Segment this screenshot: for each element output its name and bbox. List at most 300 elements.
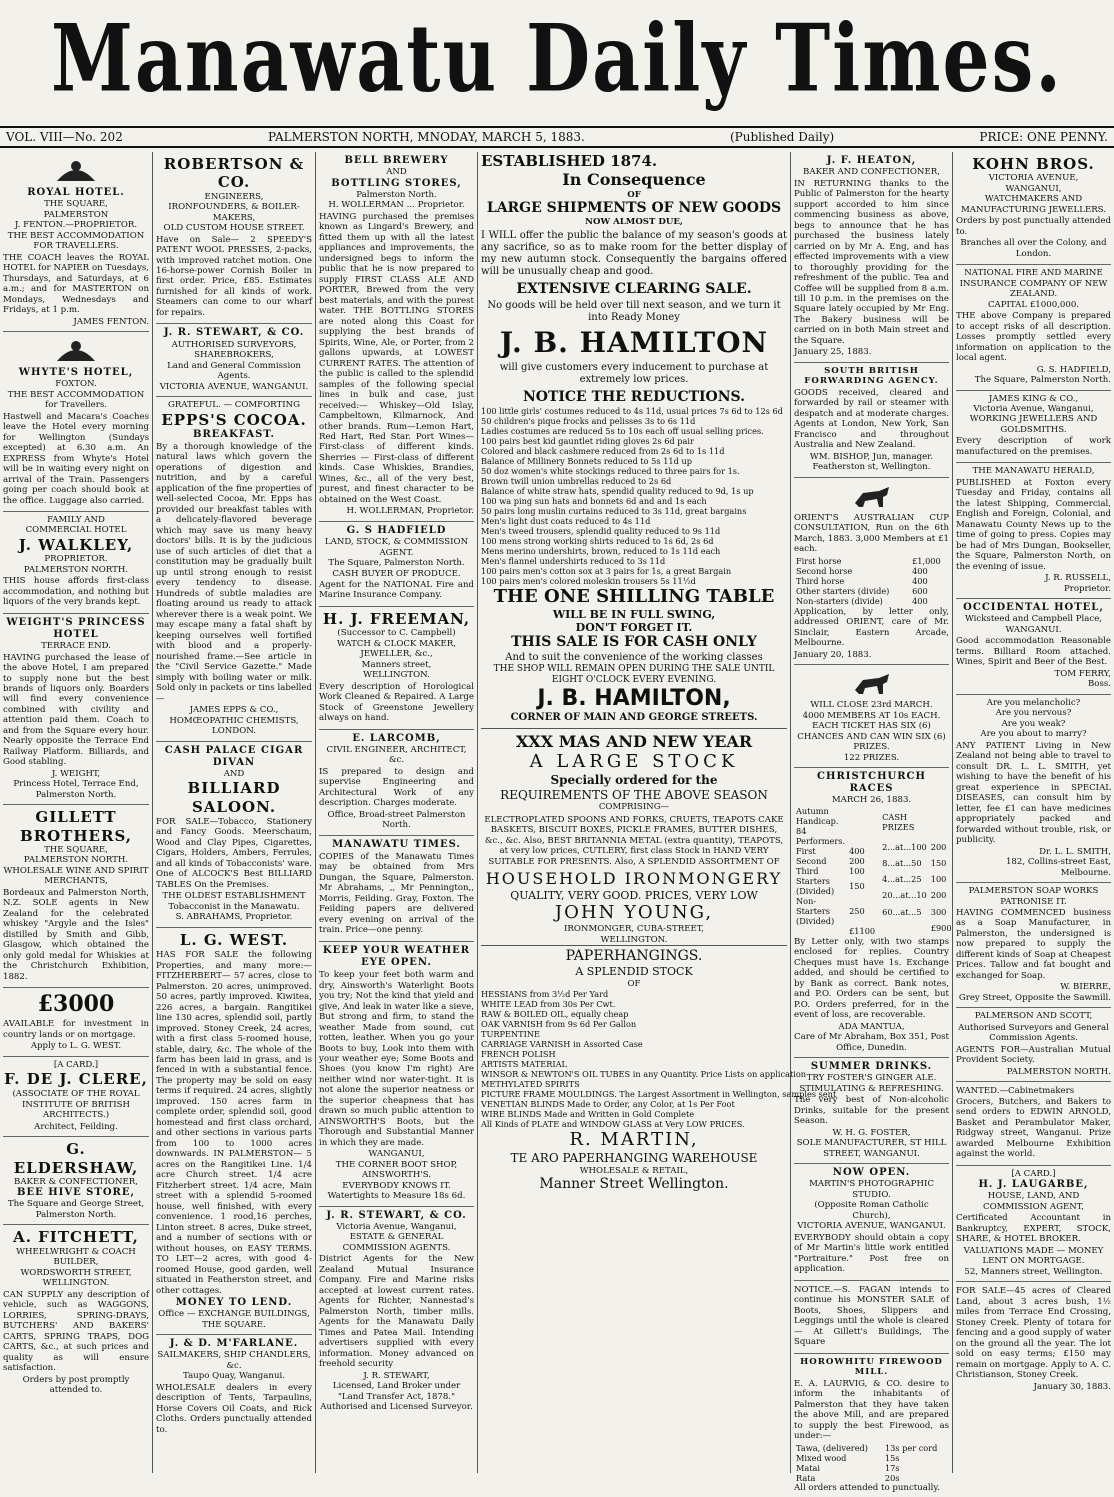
- table-cell: Non-starters (divide): [796, 595, 883, 606]
- ad-body: Hastwell and Macara's Coaches leave the Hotel every morning for Wellington (Sundays excepted) at 6.30 a.m. An EXPRESS from Whyte's Hotel will be in waiting every night on arrival of the Train. Passengers going per coach should book at the office. Luggage also carried.: [3, 411, 149, 506]
- ad-signature: J. R. RUSSELL,: [1045, 573, 1111, 584]
- ad-title: G. S HADFIELD: [346, 524, 447, 536]
- ad-kohn-bros: [956, 152, 1111, 265]
- ad-signature: Dr. L. L. SMITH,: [1039, 846, 1111, 857]
- ad-title: ROYAL HOTEL.: [27, 187, 125, 198]
- ad-proprietor: J. FENTON.—PROPRIETOR.: [14, 220, 138, 231]
- ad-title: BOTTLING STORES,: [331, 177, 462, 189]
- ad-subtitle: WELLINGTON.: [363, 670, 430, 681]
- ad-body: FOR SALE—Tobacco, Stationery and Fancy Goods. Meerschaum, Wood and Clay Pipes, Cigarettes, Cigars, Holders, Ambers, Ferrules, and all kinds of Tobacconists' ware. One of ALCOCK'S Best BILLIARD TABLES On the Premises.: [156, 817, 312, 890]
- table-row: [794, 1453, 949, 1463]
- list-item: CARRIAGE VARNISH in Assorted Case: [481, 1039, 643, 1050]
- table-cell: Third: [796, 865, 819, 876]
- ad-title: J. & D. M'FARLANE.: [169, 1338, 299, 1350]
- table-row: [794, 596, 949, 606]
- ad-body: PUBLISHED at Foxton every Tuesday and Friday, contains all the latest Shipping, Commercial, English and Foreign, Colonial, and Manawatu County News up to the time of going to press. Copies may be had of Mrs Dungan, Bookseller, the Square, Palmerston North, on the evening of issue.: [956, 477, 1111, 572]
- ad-subtitle: WORDSWORTH STREET, WELLINGTON.: [20, 1267, 132, 1289]
- ad-subtitle: And to suit the convenience of the working classes: [505, 651, 763, 663]
- volume-number: VOL. VIII—No. 202: [6, 130, 123, 144]
- ad-subtitle: WHOLESALE WINE AND SPIRIT MERCHANTS,: [3, 865, 149, 887]
- ad-footer: Office — EXCHANGE BUILDINGS, THE SQUARE.: [158, 1309, 310, 1330]
- table-row: [794, 896, 877, 926]
- ad-fagan-notice: [794, 1281, 949, 1354]
- ad-signature: Featherston st, Wellington.: [812, 462, 931, 473]
- ad-body: To keep your feet both warm and dry, Ainsworth's Waterlight Boots you try; Not the kind that yield and give, And leak in water like a sieve, But strong and firm, to stand the weather Made from sound, cut rotten, leather. When you go your Boots to buy, Look into them with your weather eye; Some Boots and Shoes (you know I'm right) Are neither wind nor water-tight. It is not alone the superior neatness or the superior cheapness that has drawn so much public attention to AINSWORTH'S Boots, but the Thorough and Substantial Manner in which they are made.: [319, 970, 474, 1148]
- ad-subtitle: THE SQUARE,: [44, 199, 108, 210]
- table-row: [880, 838, 953, 854]
- ad-title: H. J. FREEMAN,: [322, 609, 471, 628]
- ad-sweep: [794, 665, 949, 768]
- list-item: Balance of white straw hats, spendid quality reduced to 9d, 1s up: [481, 485, 754, 496]
- ad-subtitle: BAKER & CONFECTIONER,: [14, 1176, 138, 1187]
- ad-footer: EVERYBODY KNOWS IT. Watertights to Measure 18s 6d.: [327, 1180, 466, 1202]
- ad-subtitle: VICTORIA AVENUE, WANGANUI.: [797, 1221, 946, 1232]
- published-note: (Published Daily): [729, 130, 835, 144]
- ad-gillett: [3, 805, 149, 988]
- ad-subtitle: Specially ordered for the: [550, 773, 718, 788]
- ad-subtitle: THE BEST ACCOMMODATION FOR TRAVELLERS.: [7, 230, 145, 252]
- ad-subtitle: WILL CLOSE 23rd MARCH.: [810, 700, 933, 711]
- price-table: [794, 1443, 949, 1483]
- list-item: ARTISTS MATERIAL: [481, 1059, 567, 1070]
- list-item: HESSIANS from 3½d Per Yard: [481, 989, 609, 1000]
- ad-title: HOROWHITU FIREWOOD MILL.: [800, 1356, 943, 1378]
- ad-subtitle: OF: [627, 189, 641, 200]
- ad-signature: Apply to L. G. WEST.: [30, 1041, 122, 1052]
- ad-signature: SOLE MANUFACTURER, ST HILL STREET, WANGANUI.: [796, 1138, 947, 1159]
- table-row: [794, 806, 877, 846]
- table-cell: First: [796, 845, 816, 856]
- list-item: Colored and black cashmere reduced from 2s 6d to 1s 11d: [481, 445, 725, 456]
- dateline: [0, 126, 1114, 148]
- ad-headline: HOUSEHOLD IRONMONGERY: [485, 869, 783, 889]
- ad-title: KEEP YOUR WEATHER EYE OPEN.: [322, 944, 471, 968]
- ad-firewood-mill: [794, 1354, 949, 1497]
- ad-title: J. F. HEATON,: [826, 155, 917, 166]
- ad-subtitle: VICTORIA AVENUE, WANGANUI.: [159, 381, 309, 392]
- ad-subtitle: Victoria Avenue, Wanganui,: [336, 1221, 457, 1232]
- list-item: WIRE BLINDS Made and Written in Gold Complete: [481, 1109, 695, 1120]
- ad-footer: All orders attended to punctually.: [794, 1482, 940, 1493]
- ad-title: JAMES KING & CO.,: [988, 393, 1079, 404]
- table-cell: [929, 806, 954, 839]
- ad-subtitle: REQUIREMENTS OF THE ABOVE SEASON: [500, 787, 768, 802]
- ad-royal-hotel: [3, 152, 149, 332]
- list-item: WHITE LEAD from 30s Per Cwt.: [481, 999, 616, 1010]
- ad-subtitle: Victoria Avenue, Wanganui,: [973, 403, 1094, 414]
- list-item: Ladies costumes are reduced 5s to 10s each off usual selling prices.: [481, 425, 764, 436]
- ad-body: CAN SUPPLY any description of vehicle, such as WAGGONS, LORRIES, SPRING-DRAYS, BUTCHERS' AND BAKERS' CARTS, SPRING TRAPS, DOG CARTS, &c., at such prices and quality as will ensure satisfaction.: [3, 1289, 149, 1374]
- ad-label: [A CARD.]: [1011, 1168, 1056, 1179]
- paperhanging-stock-list: [481, 989, 837, 1130]
- ad-headline: THIS SALE IS FOR CASH ONLY: [511, 634, 757, 651]
- ad-stewart: [156, 324, 312, 397]
- ad-signature: ADA MANTUA,: [838, 1021, 905, 1032]
- ad-subtitle: 122 PRIZES.: [843, 752, 900, 763]
- ad-subtitle: FAMILY AND: [47, 515, 105, 525]
- ad-subtitle: THE OLDEST ESTABLISHMENT Tobacconist in the Manawatu.: [162, 891, 306, 912]
- ad-headline: A LARGE STOCK: [529, 751, 739, 773]
- ad-orient-cup: [794, 478, 949, 665]
- list-item: RAW & BOILED OIL, equally cheap: [481, 1009, 629, 1020]
- ad-body: Land and General Commission Agents.: [167, 360, 301, 382]
- ad-subtitle: WANGANUI,: [368, 1149, 425, 1160]
- ad-subtitle: HOUSE, LAND, AND COMMISSION AGENT,: [983, 1191, 1084, 1212]
- table-cell: 600: [912, 585, 928, 596]
- list-item: OAK VARNISH from 9s 6d Per Gallon: [481, 1019, 637, 1030]
- ad-soap-works: [956, 883, 1111, 1008]
- table-cell: 400: [849, 845, 865, 856]
- ad-date: January 25, 1883.: [794, 347, 872, 358]
- ad-question: Are you melancholic?: [986, 697, 1081, 708]
- ad-subtitle: (Opposite Roman Catholic Church),: [814, 1200, 929, 1221]
- ad-subtitle: CIVIL ENGINEER, ARCHITECT, &c.: [326, 744, 467, 766]
- ad-occidental-hotel: [956, 599, 1111, 695]
- table-cell: Rata: [796, 1472, 816, 1483]
- ad-headline: XXX MAS AND NEW YEAR: [481, 728, 787, 752]
- ad-subtitle: 4000 MEMBERS AT 10s EACH.: [802, 710, 941, 721]
- table-row: [794, 586, 949, 596]
- list-item: 100 wa ping sun hats and bonnets 6d and and 1s each: [481, 495, 707, 506]
- merchant-name: J. B. HAMILTON,: [537, 685, 731, 711]
- table-cell: 250: [849, 905, 865, 916]
- ad-proprietor: H. WOLLERMAN ... Proprietor.: [328, 200, 465, 211]
- ad-body: Agent for the NATIONAL Fire and Marine Insurance Company.: [319, 580, 474, 601]
- ad-question: Are you weak?: [1001, 718, 1066, 729]
- ad-christchurch-races: [794, 768, 952, 1058]
- ad-subtitle: WATCHMAKERS AND MANUFACTURING JEWELLERS.: [960, 194, 1106, 215]
- list-item: All Kinds of PLATE and WINDOW GLASS at Very LOW PRICES.: [481, 1119, 745, 1130]
- ad-whytes-hotel: [3, 332, 149, 512]
- table-cell: 150: [849, 880, 865, 891]
- table-row: [794, 876, 877, 896]
- table-cell: 4...at...25: [882, 874, 922, 884]
- ad-body: IN RETURNING thanks to the Public of Palmerston for the hearty support accorded to him since commencing business as above, begs to announce that he has purchased the business lately carried on by Mr A. Eng, and has effected improvements with a view to thoroughly providing for the refreshment of the public. Tea and Coffee will be supplied from 8 a.m. till 10 p.m. in the premises on the Square lately occupied by Mr Eng. The Bakery business will be carried on in both Main street and the Square.: [794, 178, 949, 346]
- ad-summer-drinks: [794, 1058, 949, 1164]
- ad-signature: Care of Mr Abraham, Box 351, Post Office, Dunedin.: [794, 1032, 949, 1053]
- table-row: [880, 855, 953, 871]
- ad-subtitle: OF: [627, 978, 641, 989]
- list-item: Men's light dust coats reduced to 4s 11d: [481, 515, 651, 526]
- ad-clere: [3, 1057, 149, 1138]
- table-cell: Other starters (divide): [796, 585, 890, 596]
- ad-subtitle: MARTIN'S PHOTOGRAPHIC STUDIO.: [809, 1179, 934, 1200]
- table-cell: £1100: [849, 925, 876, 936]
- ad-photographic-studio: [794, 1164, 949, 1281]
- table-cell: 13s per cord: [884, 1442, 938, 1453]
- table-cell: 200: [930, 890, 947, 901]
- ad-stewart-2: [319, 1207, 474, 1417]
- ad-body: EVERYBODY should obtain a copy of Mr Martin's little work entitled "Portraiture." Post free on application.: [794, 1232, 949, 1275]
- ad-subtitle: STIMULATING & REFRESHING.: [799, 1083, 944, 1094]
- list-item: 50 children's pique frocks and pelisses 3s to 6s 11d: [481, 415, 696, 426]
- list-item: Men's flannel undershirts reduced to 3s 11d: [481, 555, 666, 566]
- ad-body: I WILL offer the public the balance of my season's goods at any sacrifice, so as to make room for the better display of my new autumn stock. Consequently the bargains offered will be unusually cheap and good.: [481, 229, 787, 278]
- ad-title: E. LARCOMB,: [352, 732, 441, 744]
- ad-signature: W. H. G. FOSTER,: [832, 1127, 911, 1138]
- ad-label: [A CARD.]: [53, 1059, 99, 1070]
- ad-subtitle: LAND, STOCK, & COMMISSION AGENT.: [324, 537, 469, 558]
- ad-body: ORIENT'S AUSTRALIAN CUP CONSULTATION, Run on the 6th March, 1883. 3,000 Members at £1 each.: [794, 512, 949, 555]
- table-row: [880, 920, 953, 936]
- ad-subtitle: PALMERSTON: [43, 209, 109, 220]
- ad-headline: In Consequence: [562, 170, 706, 190]
- ad-signature: Grey Street, Opposite the Sawmill.: [958, 992, 1111, 1003]
- list-item: 50 doz women's white stockings reduced to three pairs for 1s.: [481, 465, 740, 476]
- ad-question: Are you about to marry?: [980, 729, 1087, 740]
- table-cell: Second: [796, 855, 827, 866]
- ad-subtitle: NOW ALMOST DUE,: [585, 217, 683, 228]
- table-cell: [847, 806, 877, 846]
- ad-heaton: [794, 152, 949, 363]
- list-item: 100 mens strong working shirts reduced to 1s 6d, 2s 6d: [481, 535, 714, 546]
- table-row: [794, 556, 949, 566]
- ad-title: ROBERTSON & CO.: [163, 155, 305, 192]
- ad-body: No goods will be held over till next season, and we turn it into Ready Money: [487, 299, 781, 323]
- ad-signature: S. ABRAHAMS, Proprietor.: [175, 912, 293, 923]
- table-cell: £1,000: [912, 555, 941, 566]
- ad-title: J. R. STEWART, & CO.: [326, 1209, 467, 1221]
- ad-signature: JAMES FENTON.: [73, 316, 149, 327]
- ad-subtitle: COMPRISING—: [598, 802, 670, 813]
- ad-title: L. G. WEST.: [179, 930, 289, 949]
- ad-body: THE above Company is prepared to accept risks of all description. Losses promptly settled every information on application to the local agent.: [956, 311, 1111, 364]
- ad-hadfield: [319, 522, 474, 607]
- royal-crest-icon: [53, 337, 99, 365]
- table-row: [794, 856, 877, 866]
- ad-body: Application, by letter only, addressed ORIENT, care of Mr. Sinclair, Eastern Arcade, Melbourne.: [794, 606, 949, 649]
- ad-weight-hotel: [3, 614, 149, 806]
- table-cell: Autumn Handicap. 84 Performers.: [796, 805, 846, 846]
- ad-subtitle: ENGINEERS,: [204, 191, 264, 202]
- list-item: Men's tweed trousers, splendid quality reduced to 9s 11d: [481, 525, 721, 536]
- table-cell: 300: [930, 906, 947, 917]
- established-line: ESTABLISHED 1874.: [481, 152, 658, 170]
- table-row: [794, 576, 949, 586]
- ad-body: (ASSOCIATE OF THE ROYAL INSTITUTE OF BRITISH ARCHITECTS.): [12, 1089, 140, 1121]
- ad-title: SOUTH BRITISH FORWARDING AGENCY.: [804, 365, 939, 387]
- ad-subtitle: WHEELWRIGHT & COACH BUILDER,: [16, 1246, 136, 1268]
- merchant-name: J. B. HAMILTON: [499, 326, 769, 360]
- ad-date: January 20, 1883.: [794, 649, 872, 660]
- ad-subtitle: PROPRIETOR.: [44, 554, 108, 565]
- table-cell: 17s: [884, 1462, 900, 1473]
- ad-subtitle: THE CORNER BOOT SHOP, AINSWORTH'S.: [335, 1159, 458, 1181]
- newspaper-title: Manawatu Daily Times.: [50, 5, 1064, 113]
- table-cell: Mixed wood: [796, 1452, 847, 1463]
- ad-subtitle: CAPITAL £1000,000.: [987, 299, 1080, 310]
- ad-subtitle: The Square and George Street, Palmerston North.: [7, 1199, 145, 1220]
- ad-body: THIS house affords first-class accommodation, and nothing but liquors of the very brands kept.: [3, 576, 149, 608]
- ad-land-for-sale: [956, 1282, 1111, 1396]
- ad-date: January 30, 1883.: [1033, 1381, 1111, 1392]
- column-6: [952, 152, 1114, 1473]
- list-item: 100 pairs best kid gauntlet riding gloves 2s 6d pair: [481, 435, 694, 446]
- table-cell: Tawa, (delivered): [796, 1442, 868, 1453]
- ad-title: CASH PALACE CIGAR DIVAN: [164, 744, 304, 768]
- ad-body: Bordeaux and Palmerston North, N.Z. SOLE agents in New Zealand for the celebrated whiskey "Argyle and the Isles" distilled by Smith and Gibb, Glasgow, which obtained the only gold medal for Whiskies at the Christchurch Exhibition, 1882.: [3, 887, 149, 982]
- ad-weather-eye: [319, 942, 474, 1207]
- ad-body: IS prepared to design and supervise Engineering and Architectural Work of any description. Charges moderate.: [319, 766, 474, 809]
- ad-signature: HOMŒOPATHIC CHEMISTS, LONDON.: [169, 715, 299, 737]
- list-item: 100 pairs men's colored moleskin trousers 5s 11½d: [481, 575, 696, 586]
- ad-national-insurance: [956, 265, 1111, 390]
- ad-body: Authorised Surveyors and General Commission Agents.: [958, 1022, 1109, 1044]
- table-cell: Third horse: [796, 575, 845, 586]
- ad-subtitle: BEE HIVE STORE,: [17, 1187, 135, 1199]
- ad-subtitle: COMMERCIAL HOTEL: [25, 525, 127, 536]
- ad-body: ANY PATIENT Living in New Zealand not being able to travel to consult DR. L. L. SMITH, yet wishing to have the benefit of his great experience in SPECIAL DISEASES, can consult him by letter, fee £1 can have medicines appropriately packed and forwarded without trouble, risk, or publicity.: [956, 740, 1111, 846]
- ad-money: [3, 988, 149, 1056]
- ad-fitchett: [3, 1225, 149, 1399]
- ad-subtitle: OLD CUSTOM HOUSE STREET.: [163, 223, 305, 234]
- ad-subtitle: Wicksteed and Campbell Place, WANGANUI.: [964, 614, 1103, 635]
- ad-subtitle: AND: [386, 167, 407, 178]
- table-cell: 2...at...100: [882, 841, 927, 852]
- ad-forwarding-agency: [794, 363, 949, 478]
- prize-table: [794, 556, 949, 606]
- ad-subtitle: THE SHOP WILL REMAIN OPEN DURING THE SALE UNTIL EIGHT O'CLOCK EVERY EVENING.: [493, 663, 775, 685]
- ad-title: GILLETT BROTHERS,: [20, 808, 132, 845]
- ad-body: COPIES of the Manawatu Times may be obtained from Mrs Dungan, the Square, Palmerston. Mr Abrahams, ,, Mr Pennington,, Morris, Feilding. Gray, Foxton. The Feilding papers are delivered every evening on arrival of the train. Price—one penny.: [319, 851, 474, 936]
- ad-body: will give customers every inducement to purchase at extremely low prices.: [499, 362, 769, 386]
- ad-body: HAVING purchased the lease of the above Hotel, I am prepared to supply none but the best brands of liquors only. Boarders will find every convenience combined with civility and attention paid them. Coach to and from the Square every hour. Nearly opposite the Terrace End Railway Platform. Billiards, and Good stabling.: [3, 652, 149, 768]
- ad-footer: 52, Manners street, Wellington.: [964, 1266, 1103, 1277]
- table-cell: 100: [849, 865, 865, 876]
- ad-subtitle: VICTORIA AVENUE,: [988, 173, 1079, 184]
- ad-manawatu-herald: [956, 463, 1111, 599]
- table-row: [794, 566, 949, 576]
- ad-subtitle: TRY FOSTER'S GINGER ALE.: [806, 1073, 937, 1084]
- ad-body: WHOLESALE dealers in every description of Tents, Tarpaulins, Horse Covers Oil Coats, and Rick Cloths. Orders punctually attended to.: [156, 1382, 312, 1435]
- table-cell: 400: [912, 575, 928, 586]
- table-cell: 20s: [884, 1472, 900, 1483]
- ad-body: Every description of Horological Work Cleaned & Repaired. A Large Stock of Greenstone Jewellery always on hand.: [319, 681, 474, 724]
- ad-title: J. R. STEWART, & CO.: [163, 327, 305, 339]
- ad-subtitle: WILL BE IN FULL SWING,: [552, 607, 716, 621]
- ad-title: SUMMER DRINKS.: [810, 1061, 933, 1073]
- ad-body: E. A. LAURVIG, & CO. desire to inform the inhabitants of Palmerston that they have taken the above Mill, and are prepared to supply the best Firewood, as under:—: [794, 1378, 949, 1442]
- list-item: PICTURE FRAME MOULDINGS. The Largest Assortment in Wellington, samples sent: [481, 1089, 837, 1100]
- ad-title: CHRISTCHURCH RACES: [817, 771, 926, 795]
- ad-body: By Letter only, with two stamps enclosed for replies. Country Cheques must have 1s. Exchange added, and should be certified to by Bank as correct. Bank notes, and P.O. Orders can be sent, but P.O. Orders preferred, for in the event of loss, are recoverable.: [794, 936, 949, 1021]
- ad-west: [156, 928, 312, 1335]
- reductions-list: [481, 406, 787, 586]
- ad-subtitle: PALMERSTON NORTH.: [23, 564, 129, 575]
- ad-body: AVAILABLE for investment in country lands or on mortgage.: [3, 1019, 149, 1040]
- ad-signature: G. S. HADFIELD,: [1036, 364, 1111, 375]
- list-item: WINSOR & NEWTON'S OIL TUBES in any Quantity. Price Lists on application: [481, 1069, 807, 1080]
- ad-title: WHYTE'S HOTEL,: [18, 367, 134, 378]
- table-row: [794, 1443, 949, 1453]
- ad-manawatu-times: [319, 836, 474, 942]
- ad-body: HAVING purchased the premises known as Lingard's Brewery, and fitted them up with all the latest appliances and improvements, the undersigned begs to inform the public that he is now prepared to supply FIRST CLASS ALE AND PORTER, Brewed from the very best materials, and with the purest water. THE BOTTLING STORES are noted along this Coast for supplying the best brands of Spirits, Wine, Ale, or Porter, from 2 gallons upwards, at LOWEST CURRENT RATES. The attention of the public is called to the splendid samples of the following special lines in bulk and case, just received:— Whiskey—Old Islay, Campbeltown, Kilmarnock, And other brands. Rum—Lemon Hart, Red Hart, Red Star. Port Wines—First-class of different kinds. Sherries — First-class of different kinds. Case Whiskies, Brandies, Wines, &c., all of the very best, purest, and finest character to be obtained on the West Coast.: [319, 211, 474, 505]
- ad-subtitle: IRONFOUNDERS, & BOILER-MAKERS,: [168, 202, 300, 223]
- ad-signature: The Square, Palmerston North.: [974, 375, 1111, 386]
- ad-body: ELECTROPLATED SPOONS AND FORKS, CRUETS, TEAPOTS CAKE BASKETS, BISCUIT BOXES, PICKLE FRAMES, BUTTER DISHES, &c., &c. Also, BEST BRITANNIA METAL (extra quantity), TEAPOTS, at very low prices, CUTLERY, first class Stock in HAND VERY SUITABLE FOR PRESENTS. Also, A SPLENDID ASSORTMENT OF: [484, 814, 784, 867]
- ad-body: Have on Sale— 2 SPEEDY'S PATENT WOOL PRESSES, 2-packs, with improved ratchet motion. One 16-horse-power Cornish Boiler in first order. Price, £85. Estimates furnished for all kinds of work. Steamers can come to our wharf for repairs.: [156, 234, 312, 318]
- ad-subtitle: PATRONISE IT.: [1000, 896, 1067, 907]
- ad-subtitle: AUTHORISED SURVEYORS,: [171, 339, 297, 350]
- ad-title: OCCIDENTAL HOTEL,: [963, 602, 1104, 614]
- ad-subtitle: The Square, Palmerston North.: [328, 558, 465, 569]
- ad-headline: PAPERHANGINGS.: [481, 945, 787, 965]
- ad-subtitle: Manner Street Wellington.: [539, 1176, 729, 1193]
- list-item: 50 pairs long muslin curtains reduced to 3s 11d, great bargains: [481, 505, 747, 516]
- ad-title: H. J. LAUGARBE,: [978, 1179, 1089, 1191]
- ad-subtitle: Palmerston North.: [356, 189, 437, 200]
- masthead: [0, 0, 1114, 118]
- ad-title: G. ELDERSHAW,: [13, 1140, 139, 1177]
- table-cell: 200: [930, 841, 947, 852]
- list-item: FRENCH POLISH: [481, 1049, 556, 1060]
- price: PRICE: ONE PENNY.: [979, 130, 1108, 144]
- ad-robertson: [156, 152, 312, 324]
- table-cell: First horse: [796, 555, 842, 566]
- ad-eldershaw: [3, 1137, 149, 1225]
- ad-headline: NOTICE THE REDUCTIONS.: [522, 388, 746, 405]
- table-cell: 400: [912, 565, 928, 576]
- ad-headline: EXTENSIVE CLEARING SALE.: [516, 280, 752, 297]
- ad-subtitle: MARCH 26, 1883.: [831, 795, 912, 806]
- ad-body: HAS FOR SALE the following Properties, and many more:— FITZHERBERT— 57 acres, close to Palmerston. 20 acres, unimproved. 50 acres, partly improved. Kiwitea, 226 acres, a bargain. Rangitikei line 130 acres, splendid soil, partly improved. Stoney Creek, 24 acres, with a first class 5-roomed house, stable, dairy, &c. The whole of the farm has been laid in grass, and is fenced in with a substantial fence. The property may be sold on easy terms if required. 24 acres, slightly improved. 150 acres farm in complete order, splendid soil, good homestead and first class orchard, and other sections in various parts from 100 to 1000 acres downwards. IN PALMERSTON— 5 acres on the Rangitikei Line. 1/4 acre Church street. 1/4 acre Fitzherbert street. 1/4 acre, Main street with a splendid 5-roomed house, well finished, with every convenience. 1 rood,16 perches, Linton street. 8 acres, Duke street, and a number of sections with or without houses, on EASY TERMS. TO LET—2 acres, with good 4-roomed House, good garden, well situated in Featherston street, and other cottages.: [156, 950, 312, 1296]
- ad-signature: TOM FERRY,: [1054, 668, 1111, 679]
- list-item: Mens merino undershirts, brown, reduced to 1s 11d each: [481, 545, 721, 556]
- list-item: Brown twill union umbrellas reduced to 2s 6d: [481, 475, 672, 486]
- column-3: [315, 152, 477, 1473]
- ad-title: PALMERSON AND SCOTT,: [974, 1011, 1093, 1022]
- ad-subtitle: GRATEFUL. — COMFORTING: [167, 400, 301, 411]
- table-row: [794, 1473, 949, 1483]
- ad-subtitle: WELLINGTON.: [600, 934, 668, 945]
- ad-title: EPPS'S COCOA.: [161, 410, 307, 429]
- ad-signature: H. WOLLERMAN, Proprietor.: [346, 506, 474, 517]
- ad-subtitle: Manners street,: [361, 659, 432, 670]
- list-item: METHYLATED SPIRITS: [481, 1079, 580, 1090]
- table-cell: CASH PRIZES: [882, 812, 915, 833]
- ad-subtitle: WHOLESALE & RETAIL,: [579, 1165, 689, 1176]
- table-cell: 15s: [884, 1452, 900, 1463]
- ad-palmerson-scott: [956, 1008, 1111, 1082]
- table-row: [880, 806, 953, 839]
- ad-larcomb: [319, 730, 474, 836]
- ad-body: District Agents for the New Zealand Mutual Insurance Company. Fire and Marine risks accepted at lowest current rates. Agents for Richter, Nannestad's Palmerston North, timber mills. Agents for the Manawatu Daily Times and Patea Mail. Intending advertisers supplied with every information. Money advanced on freehold security: [319, 1254, 474, 1370]
- ad-footer: Orders by post promptly attended to.: [22, 1374, 130, 1396]
- ad-title: NATIONAL FIRE AND MARINE INSURANCE COMPANY OF NEW ZEALAND.: [959, 268, 1108, 300]
- ad-walkley: [3, 512, 149, 614]
- ad-james-king: [956, 391, 1111, 464]
- table-cell: 20...at...10: [882, 890, 927, 901]
- ad-subtitle: SAILMAKERS, SHIP CHANDLERS, &c.: [157, 1350, 311, 1371]
- ad-title: KOHN BROS.: [972, 155, 1095, 173]
- table-cell: 150: [930, 857, 947, 868]
- table-cell: £900: [930, 922, 952, 933]
- ad-body: HAVING COMMENCED business as a Soap Manufacturer, in Palmerston, the undersigned is now prepared to supply the different kinds of Soap at Cheapest Prices. Tallow and fat bought and exchanged for Soap.: [956, 908, 1111, 981]
- table-cell: 60...at...5: [882, 906, 922, 917]
- racehorse-icon: [849, 483, 895, 511]
- ad-subtitle: EACH TICKET HAS SIX (6) CHANCES AND CAN WIN SIX (6) PRIZES.: [797, 721, 946, 753]
- table-row: [794, 866, 877, 876]
- ad-subtitle: BAKER AND CONFECTIONER,: [803, 167, 940, 178]
- table-row: [880, 903, 953, 919]
- ad-signature: 182, Collins-street East, Melbourne.: [1005, 857, 1111, 878]
- ad-signature: Boss.: [1087, 679, 1111, 690]
- ad-body: Every description of work manufactured on the premises.: [956, 436, 1111, 457]
- ad-title: F. DE J. CLERE,: [4, 1069, 148, 1088]
- table-cell: Non-Starters (Divided): [796, 895, 835, 926]
- table-cell: [794, 926, 847, 936]
- ad-dr-smith: [956, 695, 1111, 883]
